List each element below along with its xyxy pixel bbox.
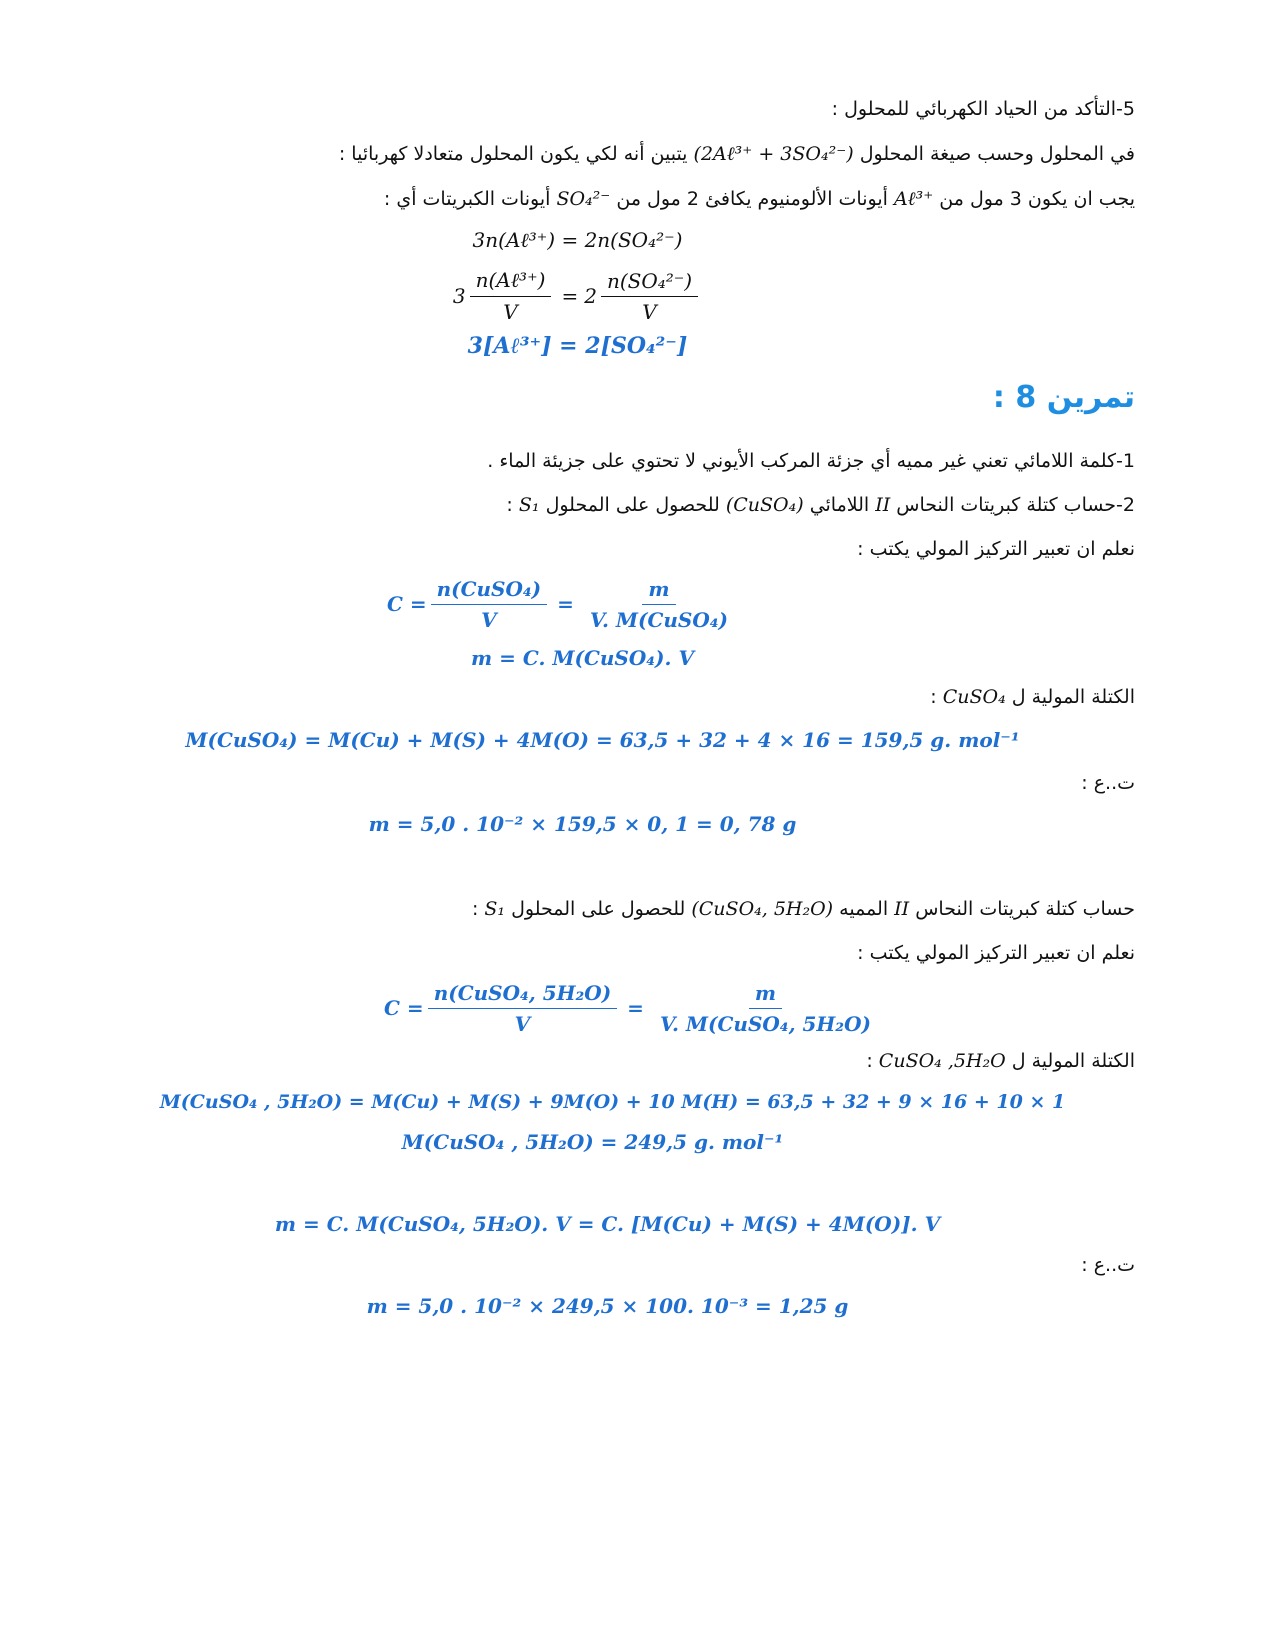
molar-mass-label-1 — [930, 684, 1135, 710]
eqA-den2: V. M(CuSO₄) — [589, 607, 729, 632]
eqA-equals: = — [557, 592, 574, 616]
exercise8-item2 — [506, 492, 1135, 518]
numerical-application-2: ت..ع : — [1081, 1254, 1135, 1276]
hyd-solution: S₁ — [484, 898, 506, 920]
equation-molar-mass-2a: M(CuSO₄ , 5H₂O) = M(Cu) + M(S) + 9M(O) + 10 M(H) = 63,5 + 32 + 9 × 16 + 10 × 1 — [159, 1091, 1066, 1113]
eqC-fraction-1 — [428, 981, 617, 1036]
eqA-num1: n(CuSO₄) — [431, 577, 548, 605]
equation-mass-2: m = C. M(CuSO₄, 5H₂O). V = C. [M(Cu) + M(S) + 4M(O)]. V — [274, 1212, 941, 1236]
eq2-fraction-left — [470, 268, 552, 324]
eqC-fraction-2 — [654, 981, 877, 1036]
eq2-den-left: V — [503, 300, 518, 324]
section5-line2-text-a: يجب ان يكون 3 مول من — [939, 188, 1135, 210]
item2-text-a: 2-حساب كتلة كبريتات النحاس — [896, 494, 1135, 516]
molar-intro-2: نعلم ان تعبير التركيز المولي يكتب : — [857, 942, 1135, 964]
molar-mass-label-2 — [866, 1048, 1135, 1074]
eqC-equals: = — [627, 996, 644, 1020]
hyd-formula: (CuSO₄, 5H₂O) — [691, 898, 834, 920]
equation-result-2: m = 5,0 . 10⁻² × 249,5 × 100. 10⁻³ = 1,25 g — [366, 1294, 849, 1318]
molar-mass-label-1-text: الكتلة المولية ل — [1011, 686, 1135, 708]
equation-concentration-1 — [0, 574, 1275, 634]
section5-title: 5-التأكد من الحياد الكهربائي للمحلول : — [831, 98, 1135, 120]
eqA-fraction-2 — [584, 577, 734, 632]
hyd-text-b: المميه — [839, 898, 889, 920]
eqA-den1: V — [481, 607, 497, 632]
hyd-roman: II — [894, 898, 910, 920]
molar-mass-label-1-formula: CuSO₄ — [942, 686, 1006, 708]
item2-colon: : — [506, 494, 513, 516]
eqC-den2: V. M(CuSO₄, 5H₂O) — [659, 1011, 871, 1036]
item2-text-b: اللامائي — [809, 494, 870, 516]
eq2-coef-right: 2 — [584, 284, 597, 308]
section5-line2-formula-b: SO₄²⁻ — [556, 188, 611, 210]
section5-line2-formula-a: Aℓ³⁺ — [893, 188, 934, 210]
eqA-num2: m — [642, 577, 675, 605]
hyd-text-a: حساب كتلة كبريتات النحاس — [915, 898, 1135, 920]
eq2-coef-left: 3 — [452, 284, 466, 308]
molar-mass-label-2-text: الكتلة المولية ل — [1011, 1050, 1135, 1072]
eqA-fraction-1 — [431, 577, 548, 632]
eq2-equals: = — [561, 284, 579, 308]
eq2-den-right: V — [642, 299, 657, 324]
eq2-num-right: n(SO₄²⁻) — [601, 269, 698, 297]
numerical-application-1: ت..ع : — [1081, 772, 1135, 794]
section5-line2-text-b: أيونات الألومنيوم يكافئ 2 مول من — [616, 188, 888, 210]
section5-line1-text-a: في المحلول وحسب صيغة المحلول — [859, 143, 1135, 165]
hyd-text-c: للحصول على المحلول — [511, 898, 686, 920]
eq2-fraction-right — [601, 269, 698, 324]
eqC-den1: V — [514, 1011, 531, 1036]
item2-formula: (CuSO₄) — [725, 494, 804, 516]
eqC-num1: n(CuSO₄, 5H₂O) — [428, 981, 617, 1009]
section5-eq1: 3n(Aℓ³⁺) = 2n(SO₄²⁻) — [472, 228, 683, 252]
section5-eq3: 3[Aℓ³⁺] = 2[SO₄²⁻] — [467, 333, 688, 359]
section5-eq2 — [0, 268, 1275, 324]
item2-roman: II — [875, 494, 891, 516]
molar-intro-1: نعلم ان تعبير التركيز المولي يكتب : — [857, 538, 1135, 560]
section5-line2 — [384, 186, 1135, 212]
section5-line1 — [339, 141, 1135, 167]
equation-molar-mass-1: M(CuSO₄) = M(Cu) + M(S) + 4M(O) = 63,5 + 32 + 4 × 16 = 159,5 g. mol⁻¹ — [185, 728, 1020, 752]
eqC-num2: m — [749, 981, 782, 1009]
item2-text-c: للحصول على المحلول — [545, 494, 720, 516]
eqC-lhs: C = — [384, 996, 424, 1020]
molar-mass-label-2-colon: : — [866, 1050, 873, 1072]
section5-line1-text-b: يتبين أنه لكي يكون المحلول متعادلا كهربائيا : — [338, 143, 688, 165]
item2-solution: S₁ — [518, 494, 540, 516]
hyd-colon: : — [471, 898, 479, 920]
exercise8-heading: تمرين 8 : — [992, 380, 1135, 415]
eqA-lhs: C = — [386, 592, 427, 616]
eq2-num-left: n(Aℓ³⁺) — [470, 268, 552, 297]
hydrated-line — [472, 896, 1135, 922]
section5-line1-formula: (2Aℓ³⁺ + 3SO₄²⁻) — [693, 143, 854, 165]
section5-line2-text-c: أيونات الكبريتات أي : — [383, 188, 551, 210]
equation-result-1: m = 5,0 . 10⁻² × 159,5 × 0, 1 = 0, 78 g — [368, 812, 797, 836]
exercise8-item1: 1-كلمة اللامائي تعني غير مميه أي جزئة المركب الأيوني لا تحتوي على جزيئة الماء . — [487, 450, 1135, 472]
equation-mass-1: m = C. M(CuSO₄). V — [471, 646, 694, 670]
equation-molar-mass-2b: M(CuSO₄ , 5H₂O) = 249,5 g. mol⁻¹ — [401, 1130, 784, 1154]
equation-concentration-2 — [0, 978, 1275, 1038]
molar-mass-label-2-formula: CuSO₄ ,5H₂O — [878, 1050, 1006, 1072]
molar-mass-label-1-colon: : — [930, 686, 937, 708]
